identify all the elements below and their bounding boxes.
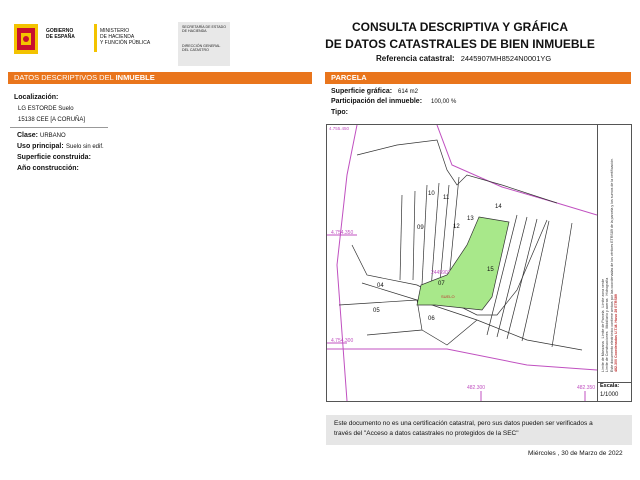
verification-notice: Este documento no es una certificación catastral, pero sus datos pueden ser verificados a través del "Acceso a datos catastrales no protegidos de la SEC" bbox=[326, 415, 632, 445]
superficie-grafica-value: 614 m2 bbox=[398, 89, 419, 95]
parcel-number: 10 bbox=[428, 191, 435, 197]
scale-label: Escala: bbox=[600, 383, 620, 389]
parcel-number: 04 bbox=[377, 283, 384, 289]
block-boundary-line bbox=[437, 125, 597, 215]
parcel-line bbox=[400, 195, 402, 280]
government-name: GOBIERNO DE ESPAÑA bbox=[46, 28, 75, 40]
document-date: Miércoles , 30 de Marzo de 2022 bbox=[528, 450, 623, 457]
parcel-number: 12 bbox=[453, 224, 460, 230]
uso-value: Suelo sin edif. bbox=[66, 144, 104, 150]
superficie-construida-label: Superficie construida: bbox=[17, 154, 91, 161]
parcel-line bbox=[522, 221, 549, 341]
legend-coordinates: 482.300 Coordenadas U.T.M. Huso 29 ETRS89 bbox=[614, 294, 619, 372]
localizacion-line1: LG ESTORDE Suelo bbox=[18, 106, 74, 112]
coord-label-x2: 482.350 bbox=[577, 385, 596, 391]
coord-label-low: 4.754.300 bbox=[331, 338, 354, 344]
parcel-line bbox=[339, 300, 422, 335]
parcel-number: 07 bbox=[438, 281, 445, 287]
section-header-descriptive: DATOS DESCRIPTIVOS DEL INMUEBLE bbox=[8, 72, 312, 84]
page-title: CONSULTA DESCRIPTIVA Y GRÁFICA DE DATOS CATASTRALES DE BIEN INMUEBLE bbox=[325, 20, 595, 51]
clase-label: Clase: bbox=[17, 132, 39, 139]
parcel-number: 05 bbox=[373, 308, 380, 314]
clase-value: URBANO bbox=[40, 133, 66, 139]
localizacion-line2: 15138 CEE [A CORUÑA] bbox=[18, 117, 86, 123]
parcel-line bbox=[422, 185, 427, 285]
coord-label-mid: 4.754.350 bbox=[331, 230, 354, 236]
participacion-label: Participación del inmueble: bbox=[331, 98, 423, 105]
coord-label-top: 4.755.450 bbox=[329, 126, 350, 131]
superficie-grafica-label: Superficie gráfica: bbox=[331, 88, 393, 95]
scale-value: 1/1000 bbox=[600, 392, 619, 398]
participacion-value: 100,00 % bbox=[431, 99, 457, 105]
secretaria-text: SECRETARÍA DE ESTADO DE HACIENDA bbox=[182, 25, 226, 34]
map-legend-strip bbox=[597, 124, 632, 382]
section-header-parcela: PARCELA bbox=[325, 72, 631, 84]
parcel-line bbox=[357, 140, 557, 203]
ministry-name: MINISTERIO DE HACIENDA Y FUNCIÓN PÚBLICA bbox=[100, 28, 151, 46]
highlight-ref-label: 2445907 bbox=[431, 270, 451, 276]
tipo-label: Tipo: bbox=[331, 109, 348, 116]
logo-separator bbox=[94, 24, 97, 52]
parcel-number: 11 bbox=[443, 195, 450, 201]
block-boundary-line bbox=[337, 125, 357, 401]
map-legend bbox=[601, 122, 619, 372]
highlight-sub-label: SUELO bbox=[441, 294, 455, 299]
parcel-number: 13 bbox=[467, 216, 474, 222]
divider bbox=[10, 127, 108, 128]
legend-boundary-row: Límite de Manzana Límite de Parcela Límite zona verde bbox=[601, 278, 605, 372]
parcel-number: 14 bbox=[495, 204, 502, 210]
block-boundary-line bbox=[327, 349, 597, 370]
coat-of-arms-icon bbox=[14, 24, 38, 54]
parcel-number: 06 bbox=[428, 316, 435, 322]
parcel-line bbox=[422, 320, 477, 345]
legend-note: Este documento electrónico contiene ambos por las coordenadas de los vértices ETRS89 de la parcela y los sumos de la certificación. bbox=[609, 157, 614, 372]
localizacion-label: Localización: bbox=[14, 94, 59, 101]
direccion-text: DIRECCIÓN GENERAL DEL CATASTRO bbox=[182, 44, 221, 53]
parcel-line bbox=[413, 191, 415, 280]
parcel-number: 15 bbox=[487, 267, 494, 273]
parcel-line bbox=[552, 223, 572, 347]
anio-construccion-label: Año construcción: bbox=[17, 165, 79, 172]
coord-label-x1: 482.300 bbox=[467, 385, 486, 391]
parcel-plan bbox=[327, 125, 597, 401]
legend-construction-row: Límite de Construcciones Mobiliario y aceras Hidrografía bbox=[605, 277, 610, 372]
cadastral-map[interactable] bbox=[326, 124, 632, 402]
highlighted-parcel[interactable] bbox=[417, 217, 509, 310]
uso-label: Uso principal: bbox=[17, 143, 64, 150]
cadastral-reference: Referencia catastral: 2445907MH8524N0001YG bbox=[376, 54, 552, 63]
parcel-number: 09 bbox=[417, 225, 424, 231]
